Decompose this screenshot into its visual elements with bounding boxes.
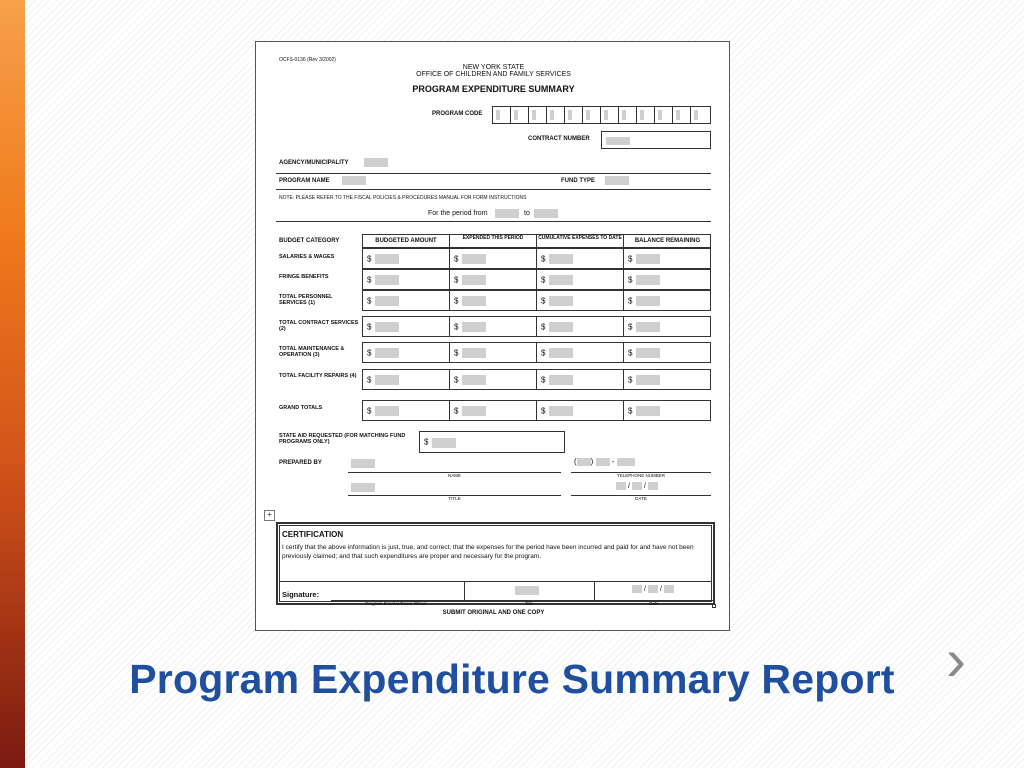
- resize-handle[interactable]: [712, 604, 716, 608]
- table-row: $ $ $ $: [362, 316, 711, 337]
- period-label: For the period from: [428, 210, 488, 217]
- row-label: GRAND TOTALS: [279, 405, 323, 411]
- row-label: FRINGE BENEFITS: [279, 274, 329, 280]
- program-code-label: PROGRAM CODE: [432, 111, 483, 117]
- signature-label: Signature:: [282, 590, 320, 599]
- prepared-by-label: PREPARED BY: [279, 460, 322, 466]
- contract-number-label: CONTRACT NUMBER: [528, 136, 590, 142]
- period-to-field[interactable]: [534, 209, 558, 218]
- prepared-title-field[interactable]: [351, 483, 375, 492]
- table-row: $ $ $ $: [362, 269, 711, 290]
- date-caption: DATE: [635, 496, 647, 501]
- state-aid-field[interactable]: $: [419, 431, 565, 453]
- chevron-right-icon[interactable]: ›: [946, 626, 966, 693]
- fund-type-field[interactable]: [605, 176, 629, 185]
- form-title: PROGRAM EXPENDITURE SUMMARY: [412, 84, 575, 94]
- period-from-field[interactable]: [495, 209, 519, 218]
- prepared-date-field[interactable]: / /: [616, 482, 658, 490]
- sig-caption: Program Director/Fiscal Officer: [365, 601, 427, 606]
- table-row: $ $ $ $: [362, 369, 711, 390]
- telephone-caption: TELEPHONE NUMBER: [616, 473, 665, 478]
- contract-number-field[interactable]: [601, 131, 711, 149]
- column-header: CUMULATIVE EXPENSES TO DATE: [537, 235, 624, 247]
- table-row: $ $ $ $: [362, 342, 711, 363]
- agency-field[interactable]: [364, 158, 388, 167]
- form-id: OCFS-0136 (Rev 3/2002): [279, 57, 336, 63]
- fund-type-label: FUND TYPE: [561, 178, 596, 184]
- table-row: $ $ $ $: [362, 400, 711, 421]
- cert-title-field[interactable]: [515, 586, 539, 595]
- row-label: TOTAL FACILITY REPAIRS (4): [279, 373, 357, 379]
- certification-text: I certify that the above information is just, true, and correct; that the expenses for the period have been incurred and paid for and have not been previously claimed; and that such expenditures are proper and necessary for the program.: [282, 544, 694, 560]
- budget-category-label: BUDGET CATEGORY: [279, 238, 340, 244]
- row-label: SALARIES & WAGES: [279, 254, 335, 260]
- column-header: EXPENDED THIS PERIOD: [450, 235, 537, 247]
- certification-box: [276, 522, 715, 605]
- name-caption: NAME: [447, 473, 461, 478]
- period-to-label: to: [524, 210, 530, 217]
- row-label: TOTAL PERSONNEL SERVICES (1): [279, 294, 333, 306]
- table-move-handle-icon[interactable]: +: [264, 510, 275, 521]
- row-label: TOTAL CONTRACT SERVICES (2): [279, 320, 359, 332]
- program-name-label: PROGRAM NAME: [279, 178, 330, 184]
- form-document: [255, 41, 730, 631]
- table-row: $ $ $ $: [362, 248, 711, 269]
- telephone-field[interactable]: ( ) -: [574, 457, 635, 466]
- agency-line1: NEW YORK STATE: [462, 64, 525, 71]
- cert-date-field[interactable]: / /: [632, 585, 674, 593]
- sig-title-caption: Title: [524, 601, 534, 606]
- certification-title: CERTIFICATION: [282, 530, 344, 539]
- row-label: TOTAL MAINTENANCE & OPERATION (3): [279, 346, 345, 358]
- table-row: $ $ $ $: [362, 290, 711, 311]
- slide-title: Program Expenditure Summary Report: [129, 656, 895, 702]
- prepared-name-field[interactable]: [351, 459, 375, 468]
- agency-label: AGENCY/MUNICIPALITY: [279, 160, 349, 166]
- column-header: BALANCE REMAINING: [634, 238, 701, 244]
- program-name-field[interactable]: [342, 176, 366, 185]
- instructions-note: NOTE: PLEASE REFER TO THE FISCAL POLICIES & PROCEDURES MANUAL FOR FORM INSTRUCTIONS: [279, 195, 527, 201]
- state-aid-label: STATE AID REQUESTED (FOR MATCHING FUND PROGRAMS ONLY): [279, 433, 406, 445]
- sig-date-caption: Date: [649, 601, 659, 606]
- column-header: BUDGETED AMOUNT: [363, 235, 450, 247]
- accent-bar: [0, 0, 25, 768]
- table-header: [362, 234, 711, 248]
- agency-line2: OFFICE OF CHILDREN AND FAMILY SERVICES: [416, 71, 571, 78]
- program-code-field[interactable]: [492, 106, 711, 124]
- title-caption: TITLE: [448, 496, 461, 501]
- submit-note: SUBMIT ORIGINAL AND ONE COPY: [442, 610, 545, 616]
